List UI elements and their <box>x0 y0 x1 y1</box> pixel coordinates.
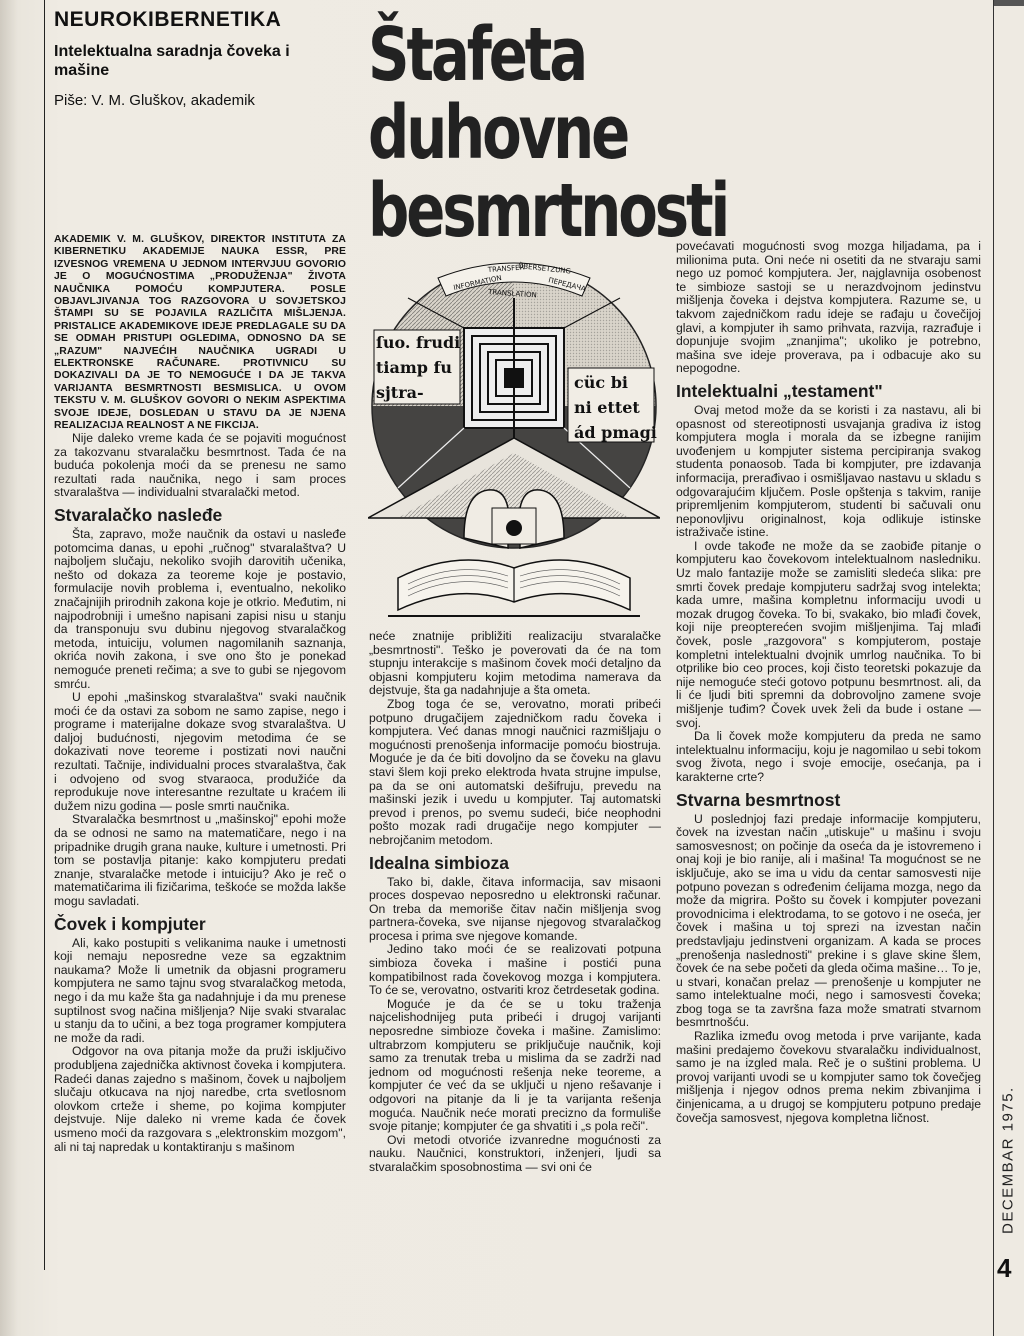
script-left-1: ſuo. frudi <box>376 333 461 352</box>
heading-stvarna-besmrtnost: Stvarna besmrtnost <box>676 789 841 810</box>
banner-word-1: INFORMATION <box>452 273 503 292</box>
column-3 <box>676 240 981 1125</box>
column-1 <box>54 432 346 1154</box>
column-2 <box>369 630 661 1175</box>
section-kicker: NEUROKIBERNETIKA <box>54 8 282 31</box>
banner-word-4: TRANSLATION <box>487 288 538 300</box>
open-book <box>388 560 640 616</box>
col3-paragraph-1: povećavati mogućnosti svog mozga hiljadama, pa i milionima puta. Oni neće ni osetiti da ne stvaraju sami nego uz pomoć kompjutera. Jer, najglavnija osobenost te simbioze sastoji se u nerazdvojnom jedinstvu mišljenja čoveka i dejstva kompjutera. Razume se, u takvom zajedničkom radu ideje se rađaju u čovečijoj glavi, a kompjuter ih samo prihvata, razvija, razrađuje i dopunjuje svojim „znanjima"; ukoliko je potrebno, mašina sve ideje proverava, pa i odbacuje ako su nepogodne. <box>676 239 981 376</box>
script-left-3: sjtra- <box>376 383 424 402</box>
col3-paragraph-6: Razlika između ovog metoda i prve varijante, kada mašini predajemo čovekovu stvaralačku individualnost, samo je na izgled mala. Reč je o suštini problema. U provoj varijanti uvodi se u kompjuter samo tok čovečjeg mišljenja i njegov odnos prema nekim zbivanjima i činjenicama, a u drugoj se kompjuteru potpuno predaje čovečja samosvest, njegova kompletna ličnost. <box>676 1029 981 1125</box>
title-line-2: besmrtnosti <box>368 168 728 254</box>
right-margin-rule <box>993 0 994 1336</box>
article-byline: Piše: V. M. Gluškov, akademik <box>54 92 255 109</box>
issue-date: DECEMBAR 1975. <box>999 1086 1017 1234</box>
article-illustration <box>368 238 660 630</box>
col3-paragraph-5: U poslednjoj fazi predaje informacije kompjuteru, čovek na izvestan način „utiskuje" u mašinu i svoju samosvesnost; on počinje da oseća da je istovremeno i onaj koji je bio ranije, ali i mašina! Ta mogućnost se ne isključuje, ako se ima u vidu da centar samosvesti nije potpuno povezan s određenim ćelijama mozga, nego da može da migrira. Pošto su čovek i kompjuter povezani provodnicima i elektrodama, to se gotovo i ne oseća, jer čovek i mašina u toj sprezi na izvestan način predstavljaju jedinstveni organizam. A kada se proces „prenošenja naslednosti" prekine i s glave skine šlem, čovek će na sebe početi da gleda očima mašine… To je, u stvari, konačan prelaz — prenošenje u kompjuter ne samo intelektualne moći, nego i samosvesti čoveka; zbog toga se ta završna faza može smatrati stvarnom besmrtnošću. <box>676 811 981 1030</box>
col1-paragraph-1: Nije daleko vreme kada će se pojaviti mogućnost za takozvanu stvaralačku besmrtnost. Tada će na buduća pokolenja moći da se prenesu ne samo rezultati rada naučnika, nego i sam proces stvaralaštva — individualni stvaralački metod. <box>54 431 346 500</box>
col1-paragraph-4: Stvaralačka besmrtnost u „mašinskoj" epohi može da se odnosi ne samo na matematičare, nego i na pripadnike drugih grana nauke, kulture i umetnosti. Pri tom se postavlja pitanje: kako kompjuteru predati znanje, stvaralačke metode i intuiciju? Ako je reč o matematičarima ili fizičarima, teškoće se možda lakše mogu savladati. <box>54 812 346 908</box>
script-left-2: tiamp fu <box>376 358 453 377</box>
col2-paragraph-6: Ovi metodi otvoriće izvanredne mogućnosti za nauku. Naučnici, konstruktori, inženjeri, ljudi sa stvaralačkim sposobnostima — svi oni će <box>369 1132 661 1174</box>
col1-paragraph-5: Ali, kako postupiti s velikanima nauke i umetnosti koji nemaju neposredne veze sa egzaktnim naukama? Može li umetnik da objasni programeru kompjutera ne samo tajnu svog stvaralačkog metoda, nego i da mu kaže šta ga nadahnjuje i da mu prenese suptilnost svog načina mišljenja? Nije svaki stvaralac u stanju da to učini, a bez toga programer kompjutera ne može da radi. <box>54 935 346 1045</box>
col3-paragraph-3: I ovde takođe ne može da se zaobiđe pitanje o kompjuteru kao čovekovom intelektualnom nasledniku. Uz malo fantazije može se zamisliti sledeća slika: pre smrti čovek predaje kompjuteru sadržaj svog intelekta; kada umre, mašina kompletnu informaciju uvodi u mozak drugog čoveka. To bi, svakako, bio mlađi čovek, koji nije preopterećen svojim mišljenjima. Taj mlađi čovek, posle „razgovora" s kompjuterom, postaje kompletni intelektualni dvojnik umrlog naučnika. To bi otprilike bio ceo proces, koji čisto teoretski pokazuje da nije nemoguće steći gotovo potpunu besmrtnost. ali, da li će ljudi biti spremni da dobrovoljno zamene svoje mišljenje tuđim? Čovek uvek želi da bude i ostane — svoj. <box>676 538 981 730</box>
top-right-mark <box>994 0 1024 6</box>
col1-paragraph-6: Odgovor na ova pitanja može da pruži isključivo produbljena zajednička aktivnost čoveka i kompjutera. Radeći danas zajedno s mašinom, čovek u najboljem slučaju otkucava na njoj naredbe, crta svetlosnom olovkom crteže i sheme, po kojima kompjuter dejstvuje. Nije daleko ni vreme kada će čovek usmeno moći da razgovara s „elektronskim mozgom", ali ni taj napredak u kontaktiranju s mašinom <box>54 1044 346 1154</box>
col3-paragraph-4: Da li čovek može kompjuteru da preda ne samo intelektualnu informaciju, koju je nagomilao u sebi tokom svog života, nego i svoje emocije, osećanja, pa i karakterne crte? <box>676 729 981 784</box>
banner-word-3: ÜBERSETZUNG <box>517 262 572 276</box>
col3-paragraph-2: Ovaj metod može da se koristi i za nastavu, ali bi opasnost od stereotipnosti usvajanja gradiva iz istog kompjutera mogla i morala da se izbegne ranijim uvođenjem u kompjuter sistema percipiranja svakog studenta ponaosob. Tada bi kompjuter, pre izdavanja informacija, prerađivao i osmišljavao nastavu u skladu s odgovarajućim ključem. Posle opštenja s takvim, ranije pripremljenim kompjuterom, studenti bi sačuvali onu neponovljivu originalnost, koja odlikuje istinske istraživače istine. <box>676 402 981 540</box>
left-column-rule <box>44 0 45 1270</box>
col1-paragraph-2: Šta, zapravo, može naučnik da ostavi u nasleđe potomcima danas, u epohi „ručnog" stvaralaštva? U najboljem slučaju, nekoliko svojih darovitih učenika, nešto od dokaza za teoreme koje je postavio, formulacije novih problema i, eventualno, nekoliko značajnijih prirodnih zakona koje je otkrio. Međutim, ni najpodrobniji i umešno napisani zapisi nisu u stanju da transponuju svu dubinu njegovog stvaralačkog metoda, intuiciju, volumen nagomilanih saznanja, okrića novih zakona, i sve ono što je ponekad nemoguće preneti rečima; a sve to gubi se njegovom smrću. <box>54 526 346 691</box>
script-right-1: cüc bi <box>574 373 628 392</box>
script-right-2: ni ettet <box>574 398 640 417</box>
col2-paragraph-5: Moguće je da će se u toku traženja najcelishodnijeg puta pribeći i drugoj varijanti neposredne simbioze čoveka i mašine. Zamislimo: ultrabrzom kompjuteru se priključuje naučnik, koji samo za trenutak treba u mislima da se zadrži nad jednom od mogućnosti rešenja neke teoreme, a kompjuter će već da se uključi u njeno rešavanje i odgovori na pitanje da li je ta varijanta rešenja moguća. Naučnik neće morati precizno da formuliše svoje pitanje; kompjuter će ga shvatiti i „s pola reči". <box>369 996 661 1134</box>
banner-word-2: TRANSFER <box>487 263 525 274</box>
heading-intelektualni-testament: Intelektualni „testament" <box>676 380 883 401</box>
illustration-svg <box>368 238 660 630</box>
col2-paragraph-3: Tako bi, dakle, čitava informacija, sav misaoni proces dospevao neposredno u elektronski računar. On treba da memoriše čitav način mišljenja svog partnera-čoveka, sve nijanse njegovog stvaralačkog procesa i prima sve njegove komande. <box>369 874 661 943</box>
heading-covek-i-kompjuter: Čovek i kompjuter <box>54 913 206 934</box>
article-title <box>368 12 805 254</box>
banner-word-5: ПЕРЕДАЧА <box>547 276 587 294</box>
script-right-3: ád pmagi <box>574 423 657 442</box>
col2-paragraph-1: neće znatnije približiti realizaciju stvaralačke „besmrtnosti". Teško je poverovati da će na tom stupnju interakcije s mašinom čovek moći detaljno da objasni kompjuteru kojim metodima namerava da dejstvuje, šta ga nadahnjuje a šta ometa. <box>369 629 661 698</box>
col1-paragraph-3: U epohi „mašinskog stvaralaštva" svaki naučnik moći će da ostavi za sobom ne samo zapise, nego i programe i materijalne dokaze svog stvaralaštva. U daljoj budućnosti, njegovim metodima će se dokazivati nove teoreme i postizati novi naučni rezultati. Tačnije, individualni proces stvaralaštva, čak i odvojeno od svog stvaraoca, produžiće da reprodukuje nove interesantne rezultate u kraćem ili dužem nizu godina — posle smrti naučnika. <box>54 690 346 813</box>
heading-idealna-simbioza: Idealna simbioza <box>369 852 510 873</box>
col2-paragraph-4: Jedino tako moći će se realizovati potpuna simbioza čoveka i mašine i postići puna kompatibilnost rada čovekovog mozga i kompjutera. To će se, verovatno, ostvariti kroz četrdesetak godina. <box>369 942 661 998</box>
heading-stvaralacko-nasledje: Stvaralačko nasleđe <box>54 504 223 525</box>
col2-paragraph-2: Zbog toga će se, verovatno, morati pribeći potpuno drugačijem zajedničkom radu čoveka i kompjutera. Već danas mnogi naučnici razmišljaju o mogućnosti prenošenja informacije pomoću biostruja. Moguće je da će biti dovoljno da se čoveku na glavu stavi šlem koji preko elektroda hvata strujne impulse, pa da se oni automatski dešifruju, prevedu na mašinski jezik i uvedu u kompjuter. Taj automatski prevod i prenos, po svemu sudeći, biće neophodni pošto mozak radi drugačije nego kompjuter — nebrojčanim metodom. <box>369 696 661 847</box>
article-subtitle: Intelektualna saradnja čoveka i mašine <box>54 43 290 79</box>
lead-paragraph: AKADEMIK V. M. GLUŠKOV, DIREKTOR INSTITUTA ZA KIBERNETIKU AKADEMIJE NAUKA ESSR, PRE IZVESNOG VREMENA U JEDNOM INTERVJUU GOVORIO JE O MOGUĆNOSTIMA „PRODUŽENJA" ŽIVOTA NAUČNIKA POMOĆU KOMPJUTERA. POSLE OBJAVLJIVANJA TOG RAZGOVORA U SOVJETSKOJ ŠTAMPI SU SE POJAVILA RAZLIČITA MIŠLJENJA. PRISTALICE AKADEMIKOVE IDEJE PREDLAGALE SU DA SE ODMAH PRISTUPI OGLEDIMA, ODNOSNO DA SE „RAZUM" NAJVEĆIH NAUČNIKA UGRADI U ELEKTRONSKE RAČUNARE. PROTIVNICU SU DOKAZIVALI DA JE TO NEMOGUĆE I DA JE TAKVA VARIJANTA BESMRTNOSTI BESMISLICA. U OVOM TEKSTU V. M. GLUŠKOV GOVORI O NEKIM ASPEKTIMA SVOJE IDEJE, DOSLEDAN U STAVU DA JE NJENA REALIZACIJA REALNOST A NE FIKCIJA. <box>54 234 346 432</box>
title-line-1: Štafeta duhovne <box>368 12 628 176</box>
page-number: 4 <box>997 1253 1012 1283</box>
